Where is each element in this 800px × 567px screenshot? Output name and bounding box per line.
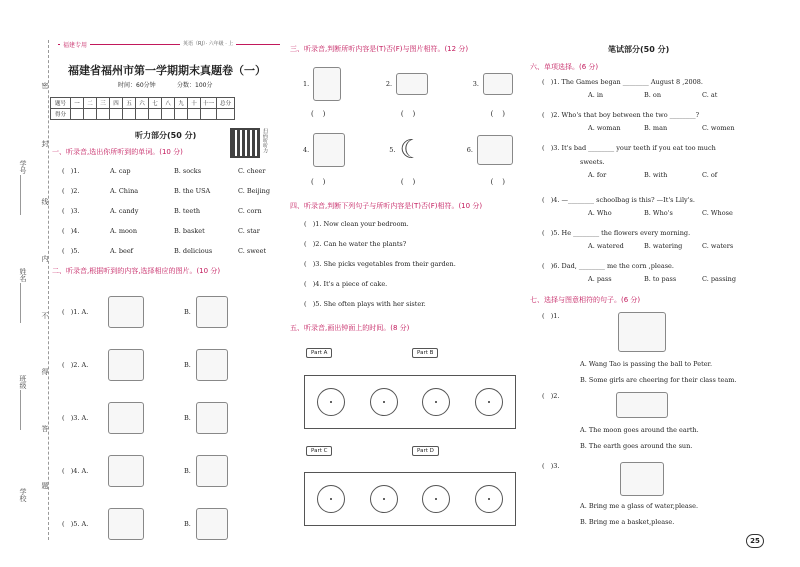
option-b: B. watering (644, 242, 683, 250)
answer-slot[interactable]: ( )5. He ________ the flowers every morning. (542, 229, 691, 237)
answer-slot[interactable]: ( ) (490, 178, 505, 186)
clock-row (304, 375, 516, 429)
elephant-image (108, 402, 144, 434)
item-num: 2. (385, 80, 393, 88)
qr-label: 扫码听听力 (262, 128, 268, 153)
question-row (62, 167, 282, 187)
image-row (303, 128, 513, 172)
question-row (62, 497, 282, 550)
score-header: 五 (123, 98, 136, 109)
score-cell[interactable] (97, 109, 110, 120)
clock-row (304, 472, 516, 526)
option-b: B. socks (174, 167, 202, 175)
option-a: A. moon (110, 227, 138, 235)
option-b: B. Who's (644, 209, 673, 217)
question-stem: )3. It's bad ________ your teeth if you eat too much (550, 144, 716, 152)
tf-item (467, 135, 513, 165)
statement: )5. She often plays with her sister. (312, 300, 426, 308)
panda-image (196, 402, 228, 434)
option-c: C. corn (238, 207, 262, 215)
binding-blank (20, 175, 21, 215)
question-num: )2. A. (70, 360, 89, 369)
clock-face[interactable] (317, 485, 345, 513)
option-a: A. Wang Tao is passing the ball to Peter. (580, 360, 713, 368)
paren-row (303, 104, 513, 124)
score-header: 八 (162, 98, 175, 109)
question-stem: )4. —________ schoolbag is this? —It's Lily's. (550, 196, 695, 204)
image-row (303, 64, 513, 104)
option-b: B. The earth goes around the sun. (580, 442, 693, 450)
score-header: 题号 (51, 98, 71, 109)
food-plate-image (196, 296, 228, 328)
option-b: B. Bring me a basket,please. (580, 518, 675, 526)
header-rule (58, 44, 280, 45)
option-c: C. at (702, 91, 718, 99)
answer-slot[interactable]: ( )3. A. (62, 413, 89, 422)
paren-row (303, 172, 513, 192)
answer-slot[interactable]: ( ) (311, 178, 326, 186)
option-a: A. for (588, 171, 607, 179)
page-title: 福建省福州市第一学期期末真题卷（一） (68, 64, 266, 77)
section1-title: 一、听录音,选出你所听到的单词。(10 分) (52, 148, 183, 156)
section1-list (62, 167, 282, 267)
question-row (62, 285, 282, 338)
statement: )2. Can he water the plants? (312, 240, 407, 248)
answer-slot[interactable]: ( )6. Dad, ________ me the corn ,please. (542, 262, 674, 270)
option-a: A. The moon goes around the earth. (580, 426, 699, 434)
tf-item (473, 73, 513, 95)
question-num: )3. (550, 462, 560, 470)
score-table (50, 97, 235, 120)
answer-slot[interactable]: ( )2. Who's that boy between the two ________? (542, 111, 700, 119)
listening-heading: 听力部分(50 分) (135, 131, 197, 140)
exam-score: 分数：100分 (177, 82, 213, 89)
binding-blank (20, 390, 21, 430)
question-row (62, 391, 282, 444)
clock-face[interactable] (422, 485, 450, 513)
part-label: Part C (306, 446, 332, 456)
item-num: 6. (466, 146, 473, 154)
score-cell[interactable] (71, 109, 84, 120)
clock-face[interactable] (475, 388, 503, 416)
clock-face[interactable] (370, 485, 398, 513)
section5-title: 五、听录音,画出钟面上的时间。(8 分) (290, 324, 410, 332)
options (588, 124, 757, 132)
section4-list (304, 220, 456, 320)
answer-slot[interactable]: ( )1. Now clean your bedroom. (304, 220, 409, 228)
score-cell[interactable] (84, 109, 97, 120)
clock-face[interactable] (317, 388, 345, 416)
statement: )1. Now clean your bedroom. (312, 220, 409, 228)
exam-time: 时间：60分钟 (118, 82, 156, 89)
question-row (62, 187, 282, 207)
section3-grid (303, 64, 513, 192)
mc-question (542, 196, 757, 229)
option-c: C. Whose (702, 209, 733, 217)
option-b: B. to pass (644, 275, 677, 283)
option-a: A. woman (588, 124, 621, 132)
score-cell[interactable] (123, 109, 136, 120)
option-b: B. man (644, 124, 668, 132)
answer-slot[interactable]: ( )1. (542, 312, 560, 320)
option-a: A. Bring me a glass of water,please. (580, 502, 699, 510)
solar-orbit-image (616, 392, 668, 418)
option-c: C. sweet (238, 247, 267, 255)
region-tag: 福建专用 (60, 40, 90, 49)
score-cell[interactable] (136, 109, 149, 120)
mc-question (542, 229, 757, 262)
answer-slot[interactable]: ( )2. (62, 187, 80, 195)
score-header: 七 (149, 98, 162, 109)
statement: )3. She picks vegetables from their garden. (312, 260, 456, 268)
binding-line (48, 40, 49, 540)
grade-meta: 英语（RJ）· 六年级 · 上 (180, 40, 236, 47)
score-header: 四 (110, 98, 123, 109)
answer-slot[interactable]: ( )4. A. (62, 466, 89, 475)
clock-face[interactable] (370, 388, 398, 416)
girl-image (313, 67, 341, 101)
fish-bowl-image (108, 296, 144, 328)
fruit-bowl-image (108, 455, 144, 487)
section7-list (542, 312, 757, 532)
question-num: )4. A. (70, 466, 89, 475)
answer-slot[interactable]: ( ) (400, 110, 416, 118)
watering-image (313, 133, 345, 167)
cap-image (483, 73, 513, 95)
mc-question (542, 78, 757, 111)
answer-slot[interactable]: ( )4. (62, 227, 80, 235)
option-b: B. (184, 519, 191, 528)
option-c: C. of (702, 171, 718, 179)
binding-blank (20, 283, 21, 323)
section2-list (62, 285, 282, 550)
option-a: A. Who (588, 209, 612, 217)
question-stem-cont: sweets. (580, 158, 605, 166)
option-a: A. in (588, 91, 604, 99)
match-question (542, 462, 757, 532)
score-header: 总分 (217, 98, 235, 109)
answer-slot[interactable]: ( )3. It's bad ________ your teeth if you eat too much (542, 144, 716, 152)
answer-slot[interactable]: ( )2. Can he water the plants? (304, 240, 407, 248)
clock-face[interactable] (422, 388, 450, 416)
score-header: 十一 (201, 98, 217, 109)
option-b: B. on (644, 91, 662, 99)
section6-title: 六、单项选择。(6 分) (530, 63, 599, 71)
cake-plate-image (396, 73, 428, 95)
option-a: A. China (110, 187, 139, 195)
score-header: 三 (97, 98, 110, 109)
toy-image (196, 349, 228, 381)
answer-slot[interactable]: ( ) (490, 110, 505, 118)
question-row (62, 338, 282, 391)
mc-question (542, 262, 757, 295)
option-b: B. Some girls are cheering for their class team. (580, 376, 737, 384)
question-num: )1. (550, 312, 560, 320)
options (588, 242, 757, 250)
question-stem: )5. He ________ the flowers every morning. (550, 229, 691, 237)
options (588, 209, 757, 217)
mc-question (542, 111, 757, 144)
soup-bowl-image (196, 455, 228, 487)
tf-item (389, 135, 423, 165)
question-row (62, 227, 282, 247)
answer-slot[interactable]: ( )1. The Games began ________ August 8 ,2008. (542, 78, 703, 86)
binding-label-id: 学号 (19, 160, 27, 174)
tf-item (303, 67, 341, 101)
seal-char: 密 (41, 82, 49, 89)
option-c: C. cheer (238, 167, 266, 175)
question-num: )3. (70, 207, 80, 215)
score-cell[interactable] (201, 109, 217, 120)
answer-slot[interactable]: ( )1. (62, 167, 80, 175)
score-header: 六 (136, 98, 149, 109)
score-header: 九 (175, 98, 188, 109)
score-cell[interactable] (188, 109, 201, 120)
option-a: A. watered (588, 242, 624, 250)
mc-question (542, 144, 757, 196)
question-num: )2. (70, 187, 80, 195)
basket-image (620, 462, 664, 496)
question-num: )2. (550, 392, 560, 400)
option-a: A. candy (110, 207, 139, 215)
seal-char: 封 (41, 140, 49, 147)
section4-title: 四、听录音,判断下列句子与所听内容是(T)否(F)相符。(10 分) (290, 202, 483, 210)
question-row (62, 444, 282, 497)
answer-slot[interactable]: ( )1. A. (62, 307, 89, 316)
item-num: 5. (389, 146, 396, 154)
part-label: Part B (412, 348, 438, 358)
answer-slot[interactable]: ( )2. A. (62, 360, 89, 369)
question-num: )5. (70, 247, 80, 255)
bookshelf-image (477, 135, 513, 165)
question-num: )4. (70, 227, 80, 235)
question-row (62, 247, 282, 267)
section6-list (542, 78, 757, 295)
option-b: B. (184, 413, 191, 422)
statement: )4. It's a piece of cake. (312, 280, 388, 288)
section3-title: 三、听录音,判断所听内容是(T)否(F)与图片相符。(12 分) (290, 45, 469, 53)
score-header: 十 (188, 98, 201, 109)
option-c: C. waters (702, 242, 734, 250)
moon-icon: ☾ (399, 135, 423, 165)
score-header: 二 (84, 98, 97, 109)
question-num: )5. A. (70, 519, 89, 528)
answer-slot[interactable]: ( )3. (542, 462, 560, 470)
written-heading: 笔试部分(50 分) (608, 45, 670, 54)
question-stem: )1. The Games began ________ August 8 ,2008. (550, 78, 703, 86)
page-number: 25 (746, 534, 764, 548)
question-num: )1. (70, 167, 80, 175)
match-question (542, 392, 757, 462)
reading-boy-image (108, 508, 144, 540)
seal-char: 得 (41, 368, 49, 375)
binding-label-name: 姓名 (19, 268, 27, 282)
binding-label-school: 学校 (19, 488, 27, 502)
qr-code[interactable] (230, 128, 260, 158)
item-num: 3. (472, 80, 479, 88)
option-c: C. women (702, 124, 735, 132)
option-a: A. beef (110, 247, 134, 255)
question-num: )3. A. (70, 413, 89, 422)
clock-face[interactable] (475, 485, 503, 513)
option-b: B. (184, 360, 191, 369)
option-b: B. with (644, 171, 668, 179)
answer-slot[interactable]: ( )4. —________ schoolbag is this? —It's Lily's. (542, 196, 695, 204)
answer-slot[interactable]: ( )2. (542, 392, 560, 400)
question-num: )1. A. (70, 307, 89, 316)
answer-slot[interactable]: ( )3. (62, 207, 80, 215)
options (588, 91, 757, 99)
tf-item (386, 73, 428, 95)
option-c: C. Beijing (238, 187, 271, 195)
binding-label-class: 班级 (19, 375, 27, 389)
score-label: 得分 (51, 109, 71, 120)
kids-tree-image (108, 349, 144, 381)
answer-slot[interactable]: ( )3. She picks vegetables from their garden. (304, 260, 456, 268)
answer-slot[interactable]: ( )5. She often plays with her sister. (304, 300, 426, 308)
question-stem: )2. Who's that boy between the two ________? (550, 111, 700, 119)
match-question (542, 312, 757, 392)
option-c: C. star (238, 227, 260, 235)
options (588, 275, 757, 283)
question-stem: )6. Dad, ________ me the corn ,please. (550, 262, 674, 270)
section7-title: 七、选择与图意相符的句子。(6 分) (530, 296, 641, 304)
seal-char: 不 (41, 312, 49, 319)
option-b: B. the USA (174, 187, 211, 195)
question-row (62, 207, 282, 227)
answer-slot[interactable]: ( )5. A. (62, 519, 89, 528)
options (588, 171, 757, 179)
seal-char: 线 (41, 198, 49, 205)
option-b: B. delicious (174, 247, 213, 255)
answer-slot[interactable]: ( )5. (62, 247, 80, 255)
ball-passing-image (618, 312, 666, 352)
answer-slot[interactable]: ( )4. It's a piece of cake. (304, 280, 388, 288)
score-cell[interactable] (217, 109, 235, 120)
score-header: 一 (71, 98, 84, 109)
option-b: B. (184, 307, 191, 316)
part-label: Part D (412, 446, 439, 456)
seal-char: 答 (41, 425, 49, 432)
score-cell[interactable] (149, 109, 162, 120)
option-b: B. (184, 466, 191, 475)
section2-title: 二、听录音,根据听到的内容,选择相应的图片。(10 分) (52, 267, 221, 275)
option-c: C. passing (702, 275, 737, 283)
score-cell[interactable] (162, 109, 175, 120)
item-num: 4. (303, 146, 310, 154)
score-cell[interactable] (175, 109, 188, 120)
option-a: A. pass (588, 275, 612, 283)
option-b: B. teeth (174, 207, 201, 215)
score-cell[interactable] (110, 109, 123, 120)
swimming-boy-image (196, 508, 228, 540)
seal-char: 内 (41, 255, 49, 262)
tf-item (303, 133, 345, 167)
answer-slot[interactable]: ( ) (400, 178, 416, 186)
part-label: Part A (306, 348, 332, 358)
option-b: B. basket (174, 227, 205, 235)
seal-char: 题 (41, 482, 49, 489)
option-a: A. cap (110, 167, 131, 175)
answer-slot[interactable]: ( ) (311, 110, 326, 118)
item-num: 1. (303, 80, 310, 88)
